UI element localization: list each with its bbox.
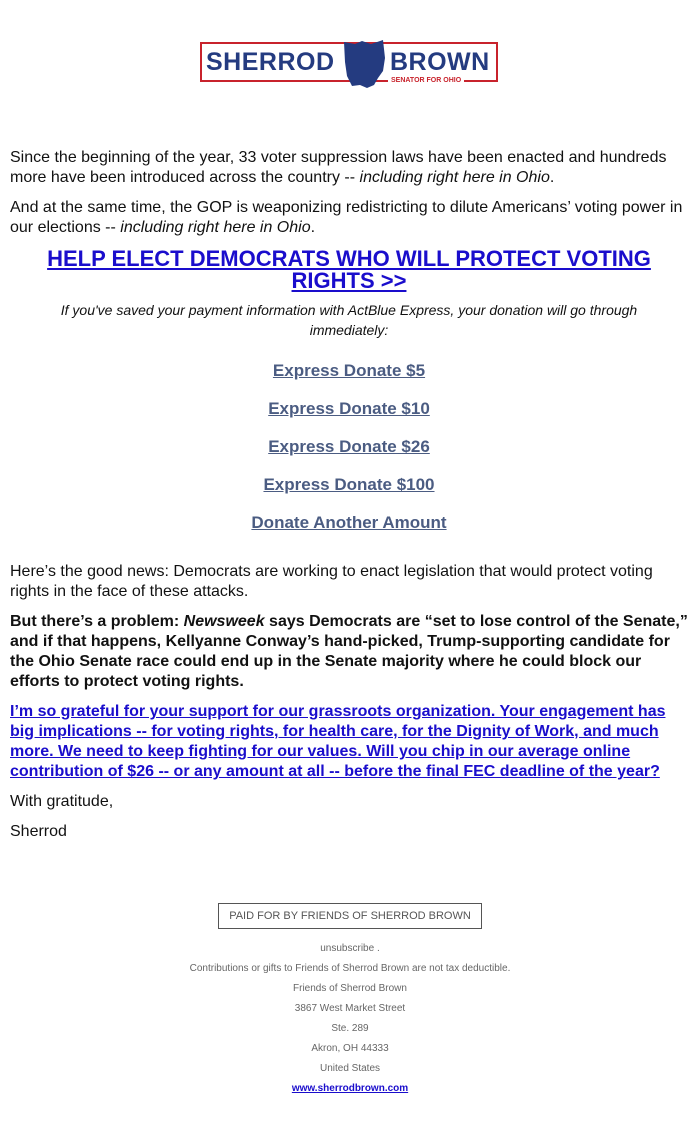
logo-tagline: SENATOR FOR OHIO: [388, 76, 464, 85]
express-donate-5-link[interactable]: Express Donate $5: [272, 361, 426, 380]
text: .: [549, 169, 555, 186]
emphasis: including right here in Ohio: [120, 219, 311, 236]
website-link[interactable]: www.sherrodbrown.com: [291, 1083, 409, 1094]
express-donate-100-link[interactable]: Express Donate $100: [263, 475, 435, 494]
express-donate-26-link[interactable]: Express Donate $26: [268, 437, 430, 456]
express-donate-10-link[interactable]: Express Donate $10: [268, 399, 430, 418]
street-address: 3867 West Market Street: [294, 1003, 406, 1014]
logo-last-name: BROWN: [390, 48, 490, 76]
paid-for-box: PAID FOR BY FRIENDS OF SHERROD BROWN: [218, 903, 482, 929]
donate-another-amount-link[interactable]: Donate Another Amount: [251, 513, 447, 532]
text: Since the beginning of the year, 33 voter suppression laws have been enacted and hundreds more have been introduced across the country --: [10, 149, 667, 186]
sherrod-brown-logo: [200, 42, 500, 88]
footer: [0, 903, 700, 1099]
headline-link[interactable]: HELP ELECT DEMOCRATS WHO WILL PROTECT VOTING RIGHTS >>: [47, 246, 651, 293]
headline: [10, 248, 688, 292]
paragraph-appeal: [10, 702, 688, 782]
paragraph-voter-suppression: [10, 148, 688, 188]
emphasis: Newsweek: [183, 613, 265, 630]
paragraph-good-news: Here’s the good news: Democrats are working to enact legislation that would protect voting rights in the face of these attacks.: [10, 563, 653, 600]
express-note: If you've saved your payment information with ActBlue Express, your donation will go through immediately:: [60, 302, 638, 338]
text: says Democrats are “set to lose control of the Senate,” and if that happens, Kellyanne Conway’s hand-picked, Trump-supporting candidate for the Ohio Senate race could end up in the Senate majority where he could block our efforts to protect voting rights.: [10, 613, 688, 690]
city-state-zip: Akron, OH 44333: [311, 1043, 389, 1054]
suite: Ste. 289: [331, 1023, 369, 1034]
unsubscribe-link[interactable]: unsubscribe: [320, 943, 375, 954]
unsubscribe-line: [0, 939, 700, 959]
ohio-state-icon: [341, 38, 387, 90]
text: .: [310, 219, 316, 236]
text: .: [374, 943, 380, 954]
closing: With gratitude,: [10, 793, 114, 810]
donate-links: [10, 360, 688, 534]
org-name: Friends of Sherrod Brown: [293, 983, 407, 994]
email-body: [10, 148, 688, 842]
text: And at the same time, the GOP is weaponizing redistricting to dilute Americans’ voting power in our elections --: [10, 199, 683, 236]
tax-disclaimer: Contributions or gifts to Friends of Sherrod Brown are not tax deductible.: [189, 963, 511, 974]
text: But there’s a problem:: [10, 613, 184, 630]
country: United States: [319, 1063, 381, 1074]
emphasis: including right here in Ohio: [359, 169, 550, 186]
paragraph-problem: [10, 612, 688, 692]
paragraph-redistricting: [10, 198, 688, 238]
signature: Sherrod: [10, 823, 67, 840]
appeal-link[interactable]: I’m so grateful for your support for our grassroots organization. Your engagement has big implications -- for voting rights, for health care, for the Dignity of Work, and much more. We need to keep fighting for our values. Will you chip in our average online contribution of $26 -- or any amount at all -- before the final FEC deadline of the year?: [10, 703, 666, 780]
logo-first-name: SHERROD: [206, 48, 335, 76]
